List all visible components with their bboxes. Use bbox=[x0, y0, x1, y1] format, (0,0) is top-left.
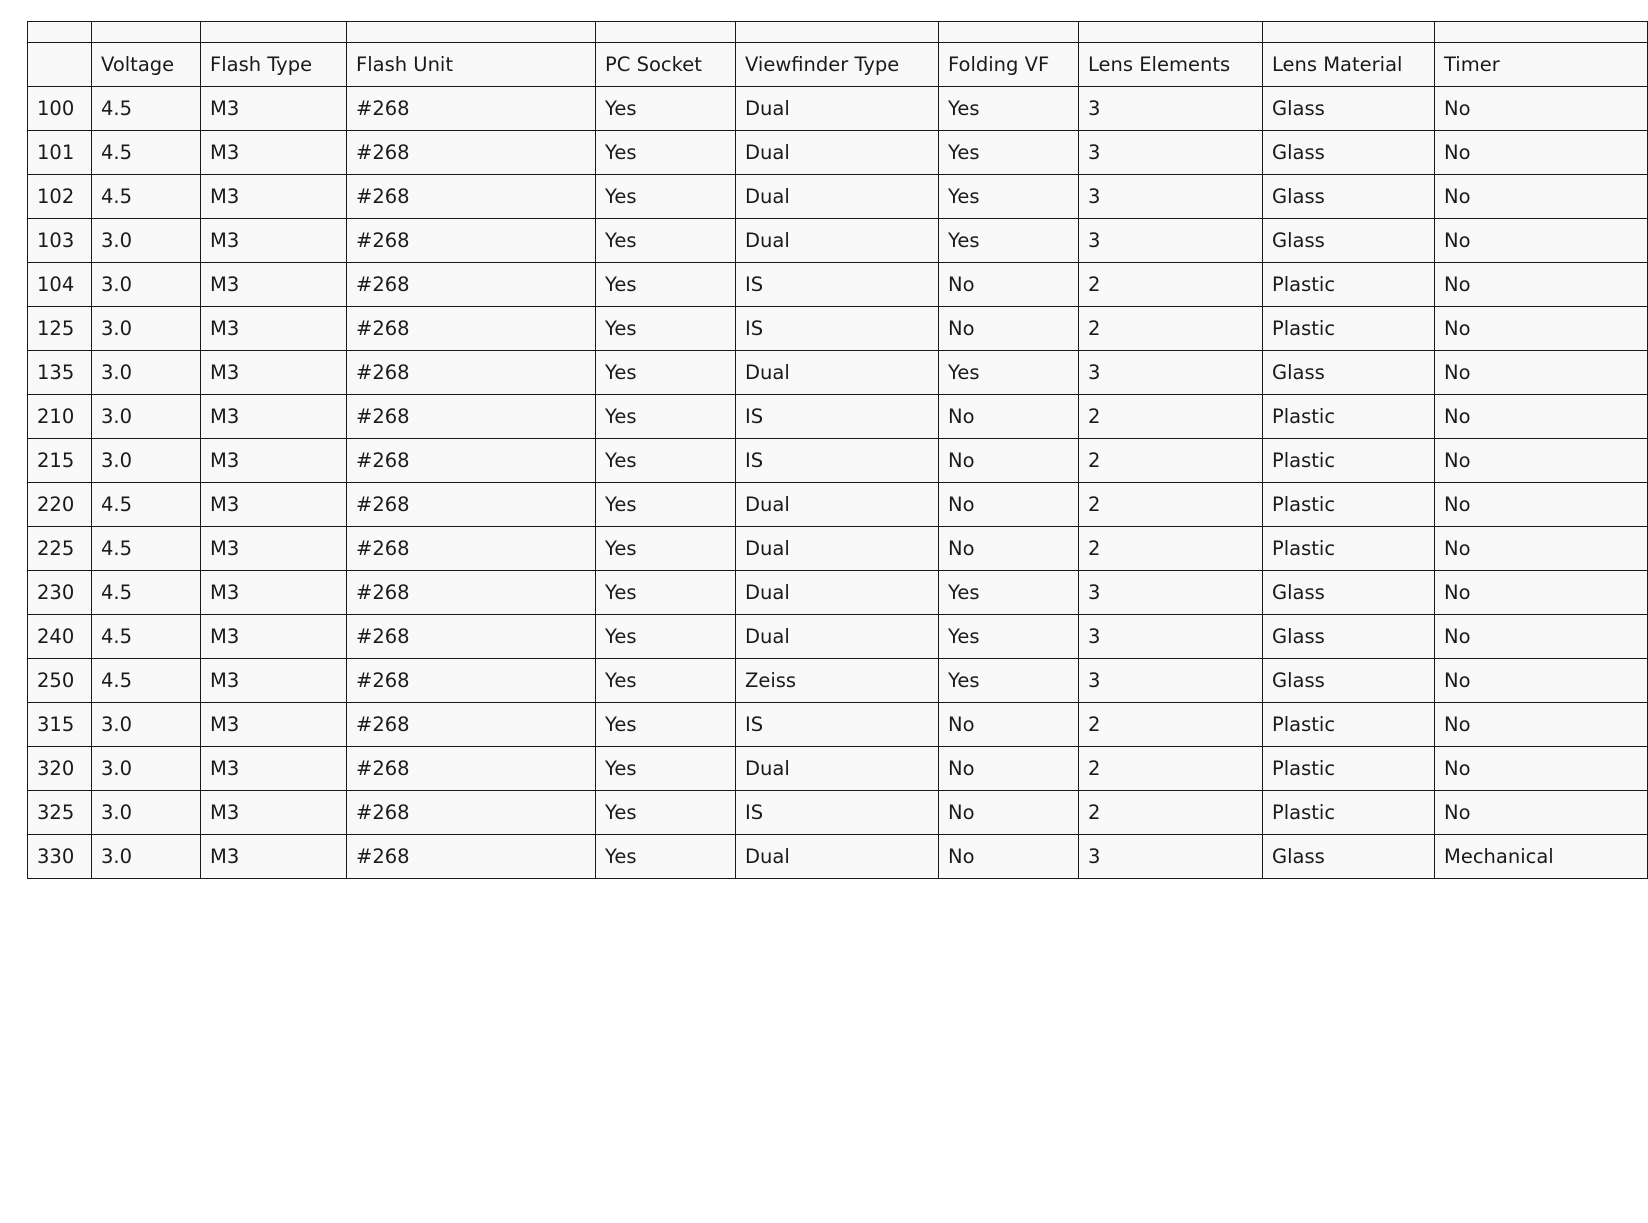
cell-lens-material[interactable]: Plastic bbox=[1263, 791, 1435, 835]
cell-lens-material[interactable]: Glass bbox=[1263, 615, 1435, 659]
cell-model[interactable]: 330 bbox=[28, 835, 92, 879]
table-row bbox=[28, 659, 1648, 703]
table-row bbox=[28, 483, 1648, 527]
cell-voltage[interactable]: 3.0 bbox=[92, 439, 201, 483]
cell-lens-material[interactable]: Glass bbox=[1263, 835, 1435, 879]
table-row bbox=[28, 395, 1648, 439]
cell-flash-unit[interactable]: #268 bbox=[347, 351, 596, 395]
cell-flash-type[interactable]: M3 bbox=[201, 615, 347, 659]
cell-lens-material[interactable]: Plastic bbox=[1263, 439, 1435, 483]
cell-lens-elements[interactable]: 2 bbox=[1079, 703, 1263, 747]
cell-lens-elements[interactable]: 2 bbox=[1079, 439, 1263, 483]
table-body bbox=[28, 22, 1648, 879]
cell-lens-material[interactable]: Plastic bbox=[1263, 527, 1435, 571]
cell-viewfinder-type[interactable]: Dual bbox=[736, 527, 939, 571]
camera-spec-table bbox=[27, 21, 1648, 879]
cell-timer[interactable]: No bbox=[1435, 131, 1648, 175]
cell-pc-socket[interactable]: Yes bbox=[596, 175, 736, 219]
cell-lens-elements[interactable]: 3 bbox=[1079, 659, 1263, 703]
cell-flash-unit[interactable]: #268 bbox=[347, 615, 596, 659]
cell-voltage[interactable]: 3.0 bbox=[92, 835, 201, 879]
table-row bbox=[28, 703, 1648, 747]
cell-model[interactable]: 240 bbox=[28, 615, 92, 659]
table-row bbox=[28, 835, 1648, 879]
cell-folding-vf[interactable]: Yes bbox=[939, 87, 1079, 131]
table-row bbox=[28, 615, 1648, 659]
cell-lens-elements[interactable]: 3 bbox=[1079, 175, 1263, 219]
cell-timer[interactable]: No bbox=[1435, 571, 1648, 615]
cell-flash-unit[interactable]: #268 bbox=[347, 307, 596, 351]
cell-pc-socket[interactable]: Yes bbox=[596, 571, 736, 615]
cell-flash-type[interactable]: M3 bbox=[201, 527, 347, 571]
cell-voltage[interactable]: 3.0 bbox=[92, 703, 201, 747]
cell-folding-vf[interactable]: Yes bbox=[939, 175, 1079, 219]
cell-pc-socket[interactable]: Yes bbox=[596, 307, 736, 351]
cell-folding-vf[interactable]: No bbox=[939, 527, 1079, 571]
cell-lens-elements[interactable]: 2 bbox=[1079, 263, 1263, 307]
cell-lens-elements[interactable]: 3 bbox=[1079, 615, 1263, 659]
cell-lens-elements[interactable]: 2 bbox=[1079, 395, 1263, 439]
cell-viewfinder-type[interactable]: Dual bbox=[736, 615, 939, 659]
cell-folding-vf[interactable]: No bbox=[939, 483, 1079, 527]
cell-flash-type[interactable]: M3 bbox=[201, 835, 347, 879]
cell-viewfinder-type[interactable]: IS bbox=[736, 307, 939, 351]
cell-flash-type[interactable]: M3 bbox=[201, 307, 347, 351]
cell-timer[interactable]: No bbox=[1435, 307, 1648, 351]
cell-lens-material[interactable]: Glass bbox=[1263, 131, 1435, 175]
cell-pc-socket[interactable]: Yes bbox=[596, 527, 736, 571]
cell-flash-unit[interactable]: #268 bbox=[347, 395, 596, 439]
cell-folding-vf[interactable]: No bbox=[939, 747, 1079, 791]
cell-voltage[interactable]: 4.5 bbox=[92, 175, 201, 219]
cell-viewfinder-type[interactable]: IS bbox=[736, 263, 939, 307]
cell-flash-unit[interactable]: #268 bbox=[347, 703, 596, 747]
cell-folding-vf[interactable]: Yes bbox=[939, 131, 1079, 175]
cell-model[interactable]: 104 bbox=[28, 263, 92, 307]
cell-model[interactable]: 230 bbox=[28, 571, 92, 615]
cell-flash-unit[interactable]: #268 bbox=[347, 835, 596, 879]
cell-viewfinder-type[interactable]: IS bbox=[736, 439, 939, 483]
cell-timer[interactable]: No bbox=[1435, 351, 1648, 395]
cell-flash-type[interactable]: M3 bbox=[201, 747, 347, 791]
cell-pc-socket[interactable]: Yes bbox=[596, 131, 736, 175]
cell-timer[interactable]: No bbox=[1435, 395, 1648, 439]
cell-pc-socket[interactable]: Yes bbox=[596, 615, 736, 659]
cell-timer[interactable]: No bbox=[1435, 439, 1648, 483]
cell-lens-elements[interactable]: 2 bbox=[1079, 307, 1263, 351]
cell-lens-elements[interactable]: 2 bbox=[1079, 791, 1263, 835]
table-row bbox=[28, 219, 1648, 263]
cell-timer[interactable]: Mechanical bbox=[1435, 835, 1648, 879]
cell-flash-unit[interactable]: #268 bbox=[347, 219, 596, 263]
cell-folding-vf[interactable]: Yes bbox=[939, 219, 1079, 263]
cell-voltage[interactable]: 4.5 bbox=[92, 659, 201, 703]
cell-flash-unit[interactable]: #268 bbox=[347, 87, 596, 131]
cell-model[interactable]: 125 bbox=[28, 307, 92, 351]
cell-viewfinder-type[interactable]: Dual bbox=[736, 219, 939, 263]
cell-timer[interactable]: Timer bbox=[1435, 43, 1648, 87]
cell-lens-material[interactable]: Plastic bbox=[1263, 747, 1435, 791]
cell-timer[interactable]: No bbox=[1435, 615, 1648, 659]
cell-voltage[interactable]: 3.0 bbox=[92, 395, 201, 439]
cell-lens-elements[interactable]: 2 bbox=[1079, 747, 1263, 791]
cell-pc-socket[interactable]: Yes bbox=[596, 395, 736, 439]
cell-viewfinder-type[interactable]: Dual bbox=[736, 131, 939, 175]
cell-folding-vf[interactable]: No bbox=[939, 835, 1079, 879]
cell-folding-vf[interactable]: No bbox=[939, 263, 1079, 307]
cell-voltage[interactable]: Voltage bbox=[92, 43, 201, 87]
cell-voltage[interactable]: 3.0 bbox=[92, 307, 201, 351]
cell-viewfinder-type[interactable]: IS bbox=[736, 791, 939, 835]
cell-lens-material[interactable]: Glass bbox=[1263, 87, 1435, 131]
cell-flash-type[interactable]: M3 bbox=[201, 439, 347, 483]
cell-lens-elements[interactable]: 3 bbox=[1079, 219, 1263, 263]
table-row bbox=[28, 747, 1648, 791]
table-row bbox=[28, 351, 1648, 395]
cell-timer[interactable]: No bbox=[1435, 87, 1648, 131]
cell-timer[interactable]: No bbox=[1435, 527, 1648, 571]
table-row bbox=[28, 307, 1648, 351]
cell-lens-elements[interactable]: 3 bbox=[1079, 131, 1263, 175]
cell-pc-socket[interactable]: Yes bbox=[596, 263, 736, 307]
cell-viewfinder-type[interactable]: IS bbox=[736, 703, 939, 747]
cell-lens-elements[interactable]: 3 bbox=[1079, 87, 1263, 131]
cell-flash-unit[interactable]: #268 bbox=[347, 527, 596, 571]
cell-timer[interactable]: No bbox=[1435, 263, 1648, 307]
cell-flash-unit[interactable]: Flash Unit bbox=[347, 43, 596, 87]
cell-viewfinder-type[interactable]: Viewfinder Type bbox=[736, 43, 939, 87]
cell-model[interactable]: 315 bbox=[28, 703, 92, 747]
cell-viewfinder-type[interactable]: IS bbox=[736, 395, 939, 439]
cell-model[interactable]: 225 bbox=[28, 527, 92, 571]
cell-timer[interactable]: No bbox=[1435, 791, 1648, 835]
cell-lens-material[interactable] bbox=[1263, 22, 1435, 43]
cell-model[interactable]: 103 bbox=[28, 219, 92, 263]
cell-viewfinder-type[interactable]: Dual bbox=[736, 747, 939, 791]
cell-flash-type[interactable]: M3 bbox=[201, 175, 347, 219]
cell-lens-material[interactable]: Glass bbox=[1263, 659, 1435, 703]
table-row bbox=[28, 131, 1648, 175]
cell-lens-elements[interactable]: 3 bbox=[1079, 351, 1263, 395]
cell-flash-unit[interactable]: #268 bbox=[347, 263, 596, 307]
cell-folding-vf[interactable]: No bbox=[939, 791, 1079, 835]
table-row bbox=[28, 571, 1648, 615]
cell-pc-socket[interactable]: Yes bbox=[596, 747, 736, 791]
cell-model[interactable]: 135 bbox=[28, 351, 92, 395]
cell-lens-material[interactable]: Lens Material bbox=[1263, 43, 1435, 87]
cell-voltage[interactable]: 4.5 bbox=[92, 87, 201, 131]
cell-folding-vf[interactable] bbox=[939, 22, 1079, 43]
cell-timer[interactable]: No bbox=[1435, 219, 1648, 263]
cell-voltage[interactable]: 3.0 bbox=[92, 219, 201, 263]
cell-folding-vf[interactable]: Folding VF bbox=[939, 43, 1079, 87]
cell-lens-elements[interactable]: 3 bbox=[1079, 571, 1263, 615]
cell-folding-vf[interactable]: Yes bbox=[939, 615, 1079, 659]
cell-lens-elements[interactable]: 2 bbox=[1079, 527, 1263, 571]
cell-model[interactable]: 215 bbox=[28, 439, 92, 483]
cell-flash-type[interactable]: M3 bbox=[201, 571, 347, 615]
cell-model[interactable] bbox=[28, 22, 92, 43]
table-row bbox=[28, 791, 1648, 835]
cell-pc-socket[interactable]: Yes bbox=[596, 439, 736, 483]
cell-viewfinder-type[interactable]: Zeiss bbox=[736, 659, 939, 703]
cell-viewfinder-type[interactable] bbox=[736, 22, 939, 43]
cell-viewfinder-type[interactable]: Dual bbox=[736, 87, 939, 131]
cell-folding-vf[interactable]: Yes bbox=[939, 571, 1079, 615]
cell-folding-vf[interactable]: No bbox=[939, 395, 1079, 439]
cell-flash-type[interactable] bbox=[201, 22, 347, 43]
table-row bbox=[28, 175, 1648, 219]
cell-viewfinder-type[interactable]: Dual bbox=[736, 571, 939, 615]
cell-pc-socket[interactable]: PC Socket bbox=[596, 43, 736, 87]
cell-flash-type[interactable]: M3 bbox=[201, 131, 347, 175]
blank-row bbox=[28, 22, 1648, 43]
cell-pc-socket[interactable]: Yes bbox=[596, 87, 736, 131]
cell-lens-material[interactable]: Glass bbox=[1263, 571, 1435, 615]
cell-lens-elements[interactable] bbox=[1079, 22, 1263, 43]
cell-timer[interactable] bbox=[1435, 22, 1648, 43]
cell-flash-unit[interactable]: #268 bbox=[347, 659, 596, 703]
cell-lens-material[interactable]: Plastic bbox=[1263, 263, 1435, 307]
cell-model[interactable] bbox=[28, 43, 92, 87]
cell-lens-material[interactable]: Glass bbox=[1263, 351, 1435, 395]
cell-timer[interactable]: No bbox=[1435, 747, 1648, 791]
cell-flash-type[interactable]: M3 bbox=[201, 659, 347, 703]
cell-timer[interactable]: No bbox=[1435, 175, 1648, 219]
cell-folding-vf[interactable]: Yes bbox=[939, 659, 1079, 703]
cell-lens-material[interactable]: Plastic bbox=[1263, 703, 1435, 747]
table-row bbox=[28, 527, 1648, 571]
cell-pc-socket[interactable]: Yes bbox=[596, 483, 736, 527]
cell-viewfinder-type[interactable]: Dual bbox=[736, 483, 939, 527]
table-row bbox=[28, 263, 1648, 307]
cell-lens-material[interactable]: Glass bbox=[1263, 219, 1435, 263]
cell-flash-type[interactable]: M3 bbox=[201, 395, 347, 439]
cell-pc-socket[interactable] bbox=[596, 22, 736, 43]
cell-lens-material[interactable]: Plastic bbox=[1263, 395, 1435, 439]
cell-voltage[interactable]: 4.5 bbox=[92, 571, 201, 615]
header-row bbox=[28, 43, 1648, 87]
cell-voltage[interactable]: 3.0 bbox=[92, 747, 201, 791]
cell-viewfinder-type[interactable]: Dual bbox=[736, 835, 939, 879]
cell-flash-unit[interactable]: #268 bbox=[347, 791, 596, 835]
cell-model[interactable]: 320 bbox=[28, 747, 92, 791]
table-row bbox=[28, 87, 1648, 131]
cell-flash-type[interactable]: M3 bbox=[201, 219, 347, 263]
cell-voltage[interactable] bbox=[92, 22, 201, 43]
cell-pc-socket[interactable]: Yes bbox=[596, 659, 736, 703]
cell-model[interactable]: 101 bbox=[28, 131, 92, 175]
cell-model[interactable]: 325 bbox=[28, 791, 92, 835]
cell-flash-type[interactable]: M3 bbox=[201, 263, 347, 307]
cell-voltage[interactable]: 3.0 bbox=[92, 791, 201, 835]
cell-pc-socket[interactable]: Yes bbox=[596, 351, 736, 395]
cell-flash-type[interactable]: M3 bbox=[201, 351, 347, 395]
cell-lens-material[interactable]: Glass bbox=[1263, 175, 1435, 219]
cell-voltage[interactable]: 3.0 bbox=[92, 263, 201, 307]
cell-lens-elements[interactable]: 3 bbox=[1079, 835, 1263, 879]
cell-flash-type[interactable]: Flash Type bbox=[201, 43, 347, 87]
cell-model[interactable]: 102 bbox=[28, 175, 92, 219]
cell-lens-elements[interactable]: 2 bbox=[1079, 483, 1263, 527]
cell-model[interactable]: 100 bbox=[28, 87, 92, 131]
cell-pc-socket[interactable]: Yes bbox=[596, 219, 736, 263]
cell-flash-unit[interactable]: #268 bbox=[347, 747, 596, 791]
cell-voltage[interactable]: 4.5 bbox=[92, 131, 201, 175]
cell-flash-type[interactable]: M3 bbox=[201, 483, 347, 527]
cell-pc-socket[interactable]: Yes bbox=[596, 703, 736, 747]
cell-folding-vf[interactable]: No bbox=[939, 439, 1079, 483]
cell-viewfinder-type[interactable]: Dual bbox=[736, 175, 939, 219]
cell-lens-elements[interactable]: Lens Elements bbox=[1079, 43, 1263, 87]
cell-flash-unit[interactable]: #268 bbox=[347, 439, 596, 483]
cell-pc-socket[interactable]: Yes bbox=[596, 835, 736, 879]
cell-flash-unit[interactable]: #268 bbox=[347, 483, 596, 527]
cell-timer[interactable]: No bbox=[1435, 483, 1648, 527]
cell-model[interactable]: 250 bbox=[28, 659, 92, 703]
cell-flash-type[interactable]: M3 bbox=[201, 703, 347, 747]
cell-flash-type[interactable]: M3 bbox=[201, 791, 347, 835]
cell-voltage[interactable]: 4.5 bbox=[92, 483, 201, 527]
cell-model[interactable]: 220 bbox=[28, 483, 92, 527]
cell-voltage[interactable]: 3.0 bbox=[92, 351, 201, 395]
cell-folding-vf[interactable]: No bbox=[939, 703, 1079, 747]
cell-flash-unit[interactable]: #268 bbox=[347, 175, 596, 219]
cell-flash-type[interactable]: M3 bbox=[201, 87, 347, 131]
spreadsheet-viewport bbox=[27, 21, 1583, 868]
cell-voltage[interactable]: 4.5 bbox=[92, 527, 201, 571]
cell-flash-unit[interactable]: #268 bbox=[347, 131, 596, 175]
cell-timer[interactable]: No bbox=[1435, 703, 1648, 747]
cell-voltage[interactable]: 4.5 bbox=[92, 615, 201, 659]
table-row bbox=[28, 439, 1648, 483]
cell-folding-vf[interactable]: No bbox=[939, 307, 1079, 351]
cell-flash-unit[interactable] bbox=[347, 22, 596, 43]
cell-lens-material[interactable]: Plastic bbox=[1263, 307, 1435, 351]
cell-pc-socket[interactable]: Yes bbox=[596, 791, 736, 835]
cell-lens-material[interactable]: Plastic bbox=[1263, 483, 1435, 527]
cell-flash-unit[interactable]: #268 bbox=[347, 571, 596, 615]
cell-folding-vf[interactable]: Yes bbox=[939, 351, 1079, 395]
cell-model[interactable]: 210 bbox=[28, 395, 92, 439]
cell-viewfinder-type[interactable]: Dual bbox=[736, 351, 939, 395]
cell-timer[interactable]: No bbox=[1435, 659, 1648, 703]
